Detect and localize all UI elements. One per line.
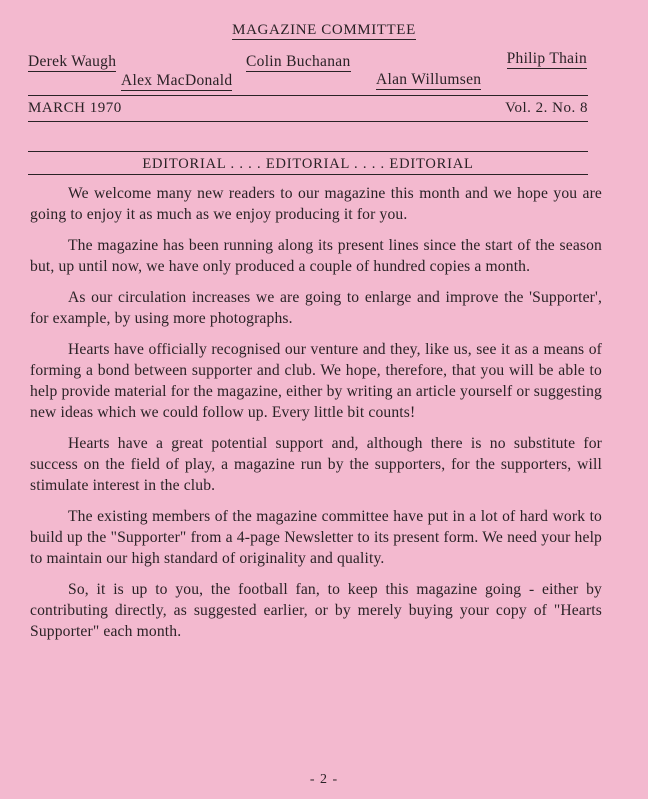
editorial-paragraph: The existing members of the magazine committee have put in a lot of hard work to build up the "Supporter" from a 4-page Newsletter to its present form. We need your help to maintain our high standard of originality and quality.: [30, 508, 602, 567]
committee-member: Philip Thain: [506, 50, 587, 67]
committee-heading: [0, 22, 648, 39]
editorial-rule-bottom: [28, 174, 588, 175]
editorial-paragraph: So, it is up to you, the football fan, to keep this magazine going - either by contributing directly, as suggested earlier, or by merely buying your copy of "Hearts Supporter" each month.: [30, 581, 602, 640]
committee-member: Colin Buchanan: [246, 53, 351, 70]
editorial-paragraph: Hearts have officially recognised our venture and they, like us, see it as a means of forming a bond between supporter and club. We hope, therefore, that you will be able to help provide material for the magazine, either by writing an article yourself or suggesting new ideas which we could follow up. Every little bit counts!: [30, 341, 602, 421]
header-divider: [28, 95, 588, 96]
committee-title: MAGAZINE COMMITTEE: [232, 22, 416, 38]
editorial-paragraph: Hearts have a great potential support and, although there is no substitute for success on the field of play, a magazine run by the supporters, for the supporters, will stimulate interest in the club.: [30, 435, 602, 494]
editorial-paragraph: As our circulation increases we are going to enlarge and improve the 'Supporter', for example, by using more photographs.: [30, 289, 602, 327]
editorial-heading: EDITORIAL . . . . EDITORIAL . . . . EDITORIAL: [142, 156, 474, 172]
committee-member: Derek Waugh: [28, 53, 117, 70]
issue-volume: Vol. 2. No. 8: [505, 100, 588, 116]
editorial-paragraph: The magazine has been running along its present lines since the start of the season but, up until now, we have only produced a couple of hundred copies a month.: [30, 237, 602, 275]
editorial-paragraph: We welcome many new readers to our magazine this month and we hope you are going to enjoy it as much as we enjoy producing it for you.: [30, 185, 602, 223]
editorial-body: [30, 183, 602, 652]
editorial-rule-top: [28, 151, 588, 152]
committee-member: Alan Willumsen: [376, 71, 482, 88]
issue-divider: [28, 121, 588, 122]
committee-member: Alex MacDonald: [121, 72, 233, 89]
issue-date: MARCH 1970: [28, 100, 122, 116]
page-number: - 2 -: [309, 772, 339, 787]
